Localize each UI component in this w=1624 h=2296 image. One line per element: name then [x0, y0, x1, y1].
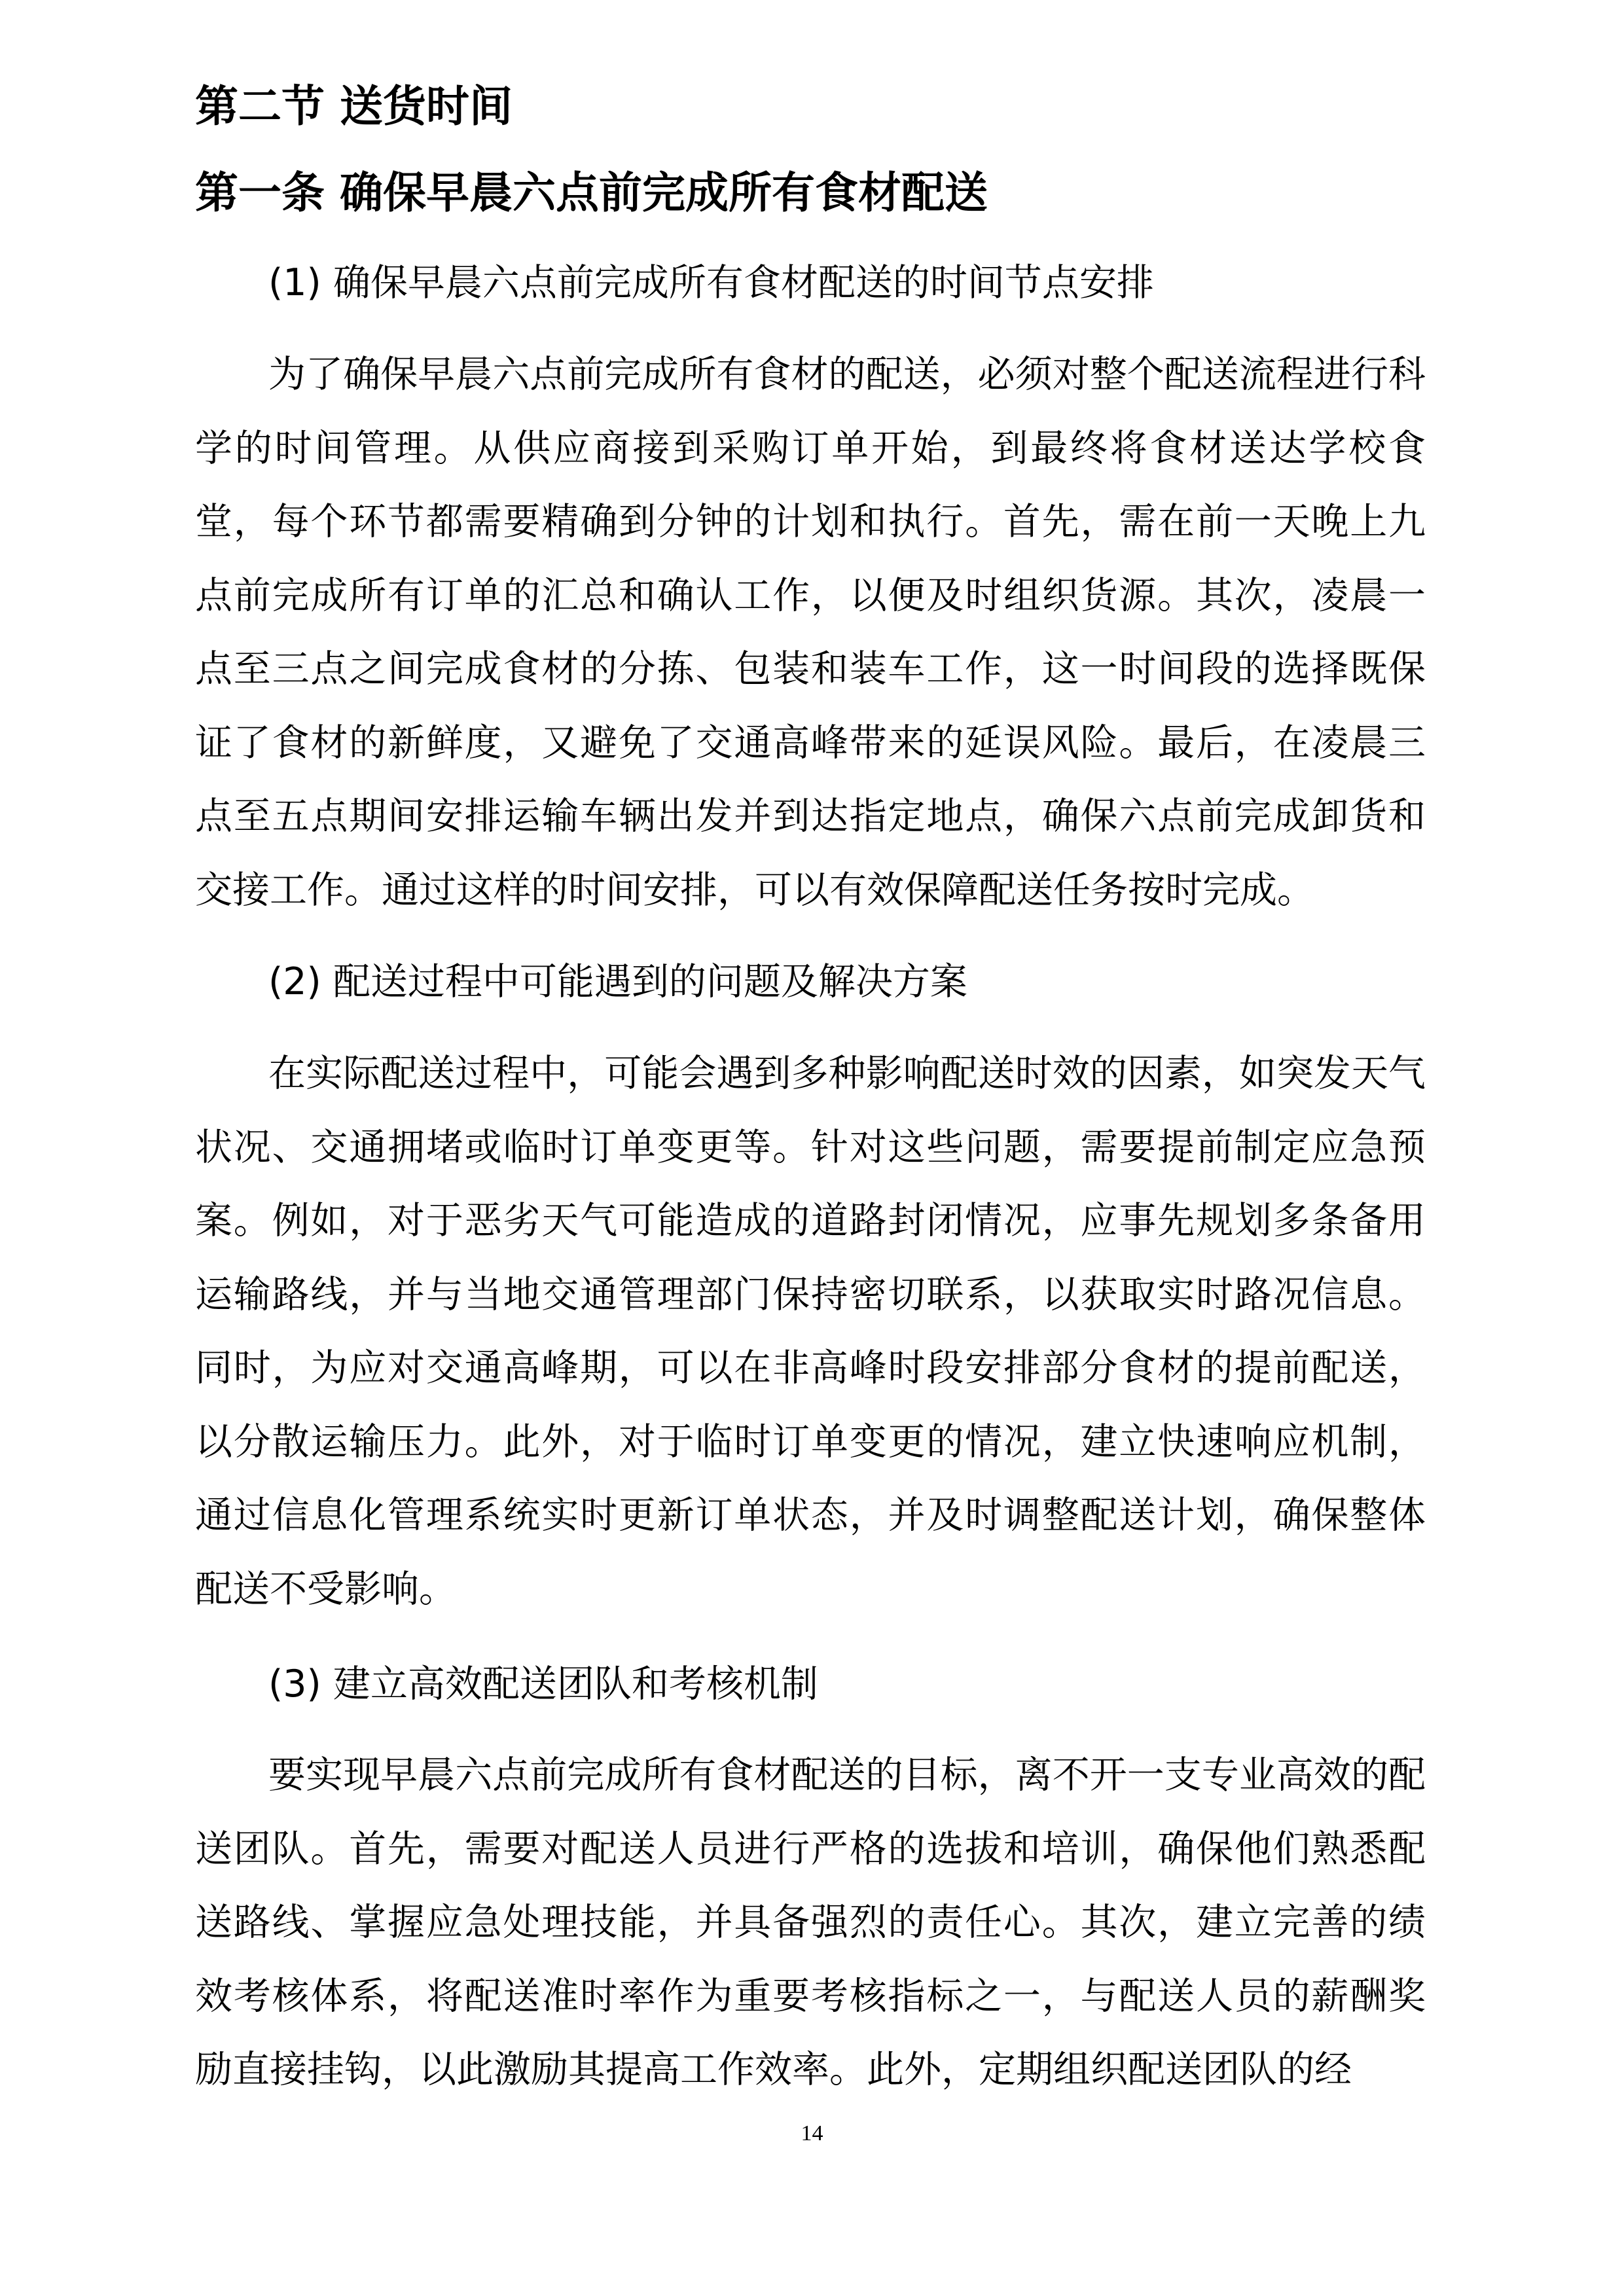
subsection-heading: (3) 建立高效配送团队和考核机制: [268, 1662, 818, 1706]
subsection-heading: (2) 配送过程中可能遇到的问题及解决方案: [268, 960, 967, 1003]
subsection-heading: (1) 确保早晨六点前完成所有食材配送的时间节点安排: [268, 261, 1154, 304]
section-title: 第二节 送货时间: [195, 81, 513, 132]
page-number: 14: [801, 2121, 823, 2145]
body-paragraph: 在实际配送过程中，可能会遇到多种影响配送时效的因素，如突发天气状况、交通拥堵或临时订单变更等。针对这些问题，需要提前制定应急预案。例如，对于恶劣天气可能造成的道路封闭情况，应事先规划多条备用运输路线，并与当地交通管理部门保持密切联系，以获取实时路况信息。同时，为应对交通高峰期，可以在非高峰时段安排部分食材的提前配送，以分散运输压力。此外，对于临时订单变更的情况，建立快速响应机制，通过信息化管理系统实时更新订单状态，并及时调整配送计划，确保整体配送不受影响。: [195, 1052, 1426, 1611]
body-paragraph: 为了确保早晨六点前完成所有食材的配送，必须对整个配送流程进行科学的时间管理。从供应商接到采购订单开始，到最终将食材送达学校食堂，每个环节都需要精确到分钟的计划和执行。首先，需在前一天晚上九点前完成所有订单的汇总和确认工作，以便及时组织货源。其次，凌晨一点至三点之间完成食材的分拣、包装和装车工作，这一时间段的选择既保证了食材的新鲜度，又避免了交通高峰带来的延误风险。最后，在凌晨三点至五点期间安排运输车辆出发并到达指定地点，确保六点前完成卸货和交接工作。通过这样的时间安排，可以有效保障配送任务按时完成。: [195, 353, 1426, 912]
article-title: 第一条 确保早晨六点前完成所有食材配送: [195, 168, 988, 218]
body-paragraph: 要实现早晨六点前完成所有食材配送的目标，离不开一支专业高效的配送团队。首先，需要对配送人员进行严格的选拔和培训，确保他们熟悉配送路线、掌握应急处理技能，并具备强烈的责任心。其次，建立完善的绩效考核体系，将配送准时率作为重要考核指标之一，与配送人员的薪酬奖励直接挂钩，以此激励其提高工作效率。此外，定期组织配送团队的经: [195, 1753, 1426, 2091]
